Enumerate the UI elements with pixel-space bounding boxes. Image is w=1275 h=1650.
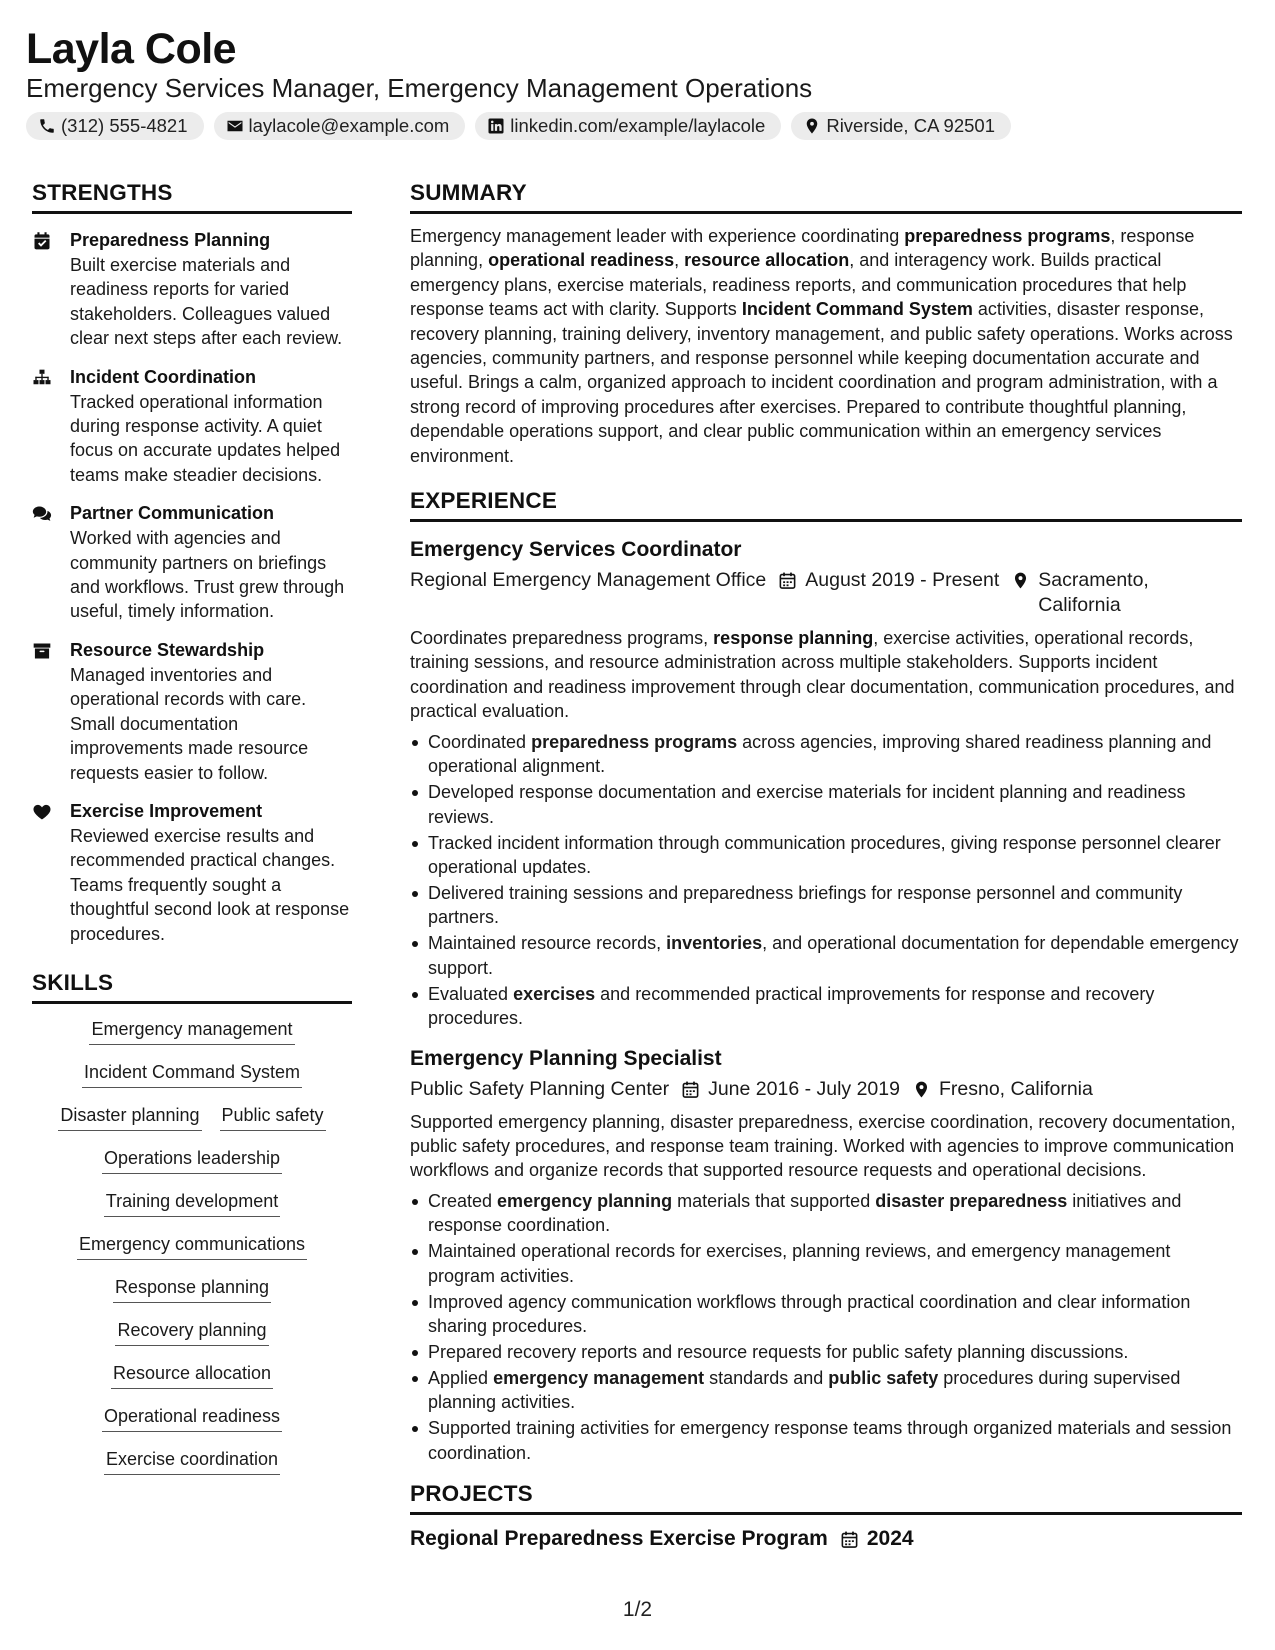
skill-tag: Operations leadership bbox=[102, 1145, 282, 1174]
candidate-name: Layla Cole bbox=[26, 25, 237, 73]
strength-desc: Worked with agencies and community partners on briefings and workflows. Trust grew through useful, timely information. bbox=[70, 528, 345, 622]
skill-tag: Disaster planning bbox=[58, 1102, 201, 1131]
skill-tag: Emergency management bbox=[89, 1016, 294, 1045]
job-org: Regional Emergency Management Office bbox=[410, 569, 767, 592]
strength-item bbox=[32, 638, 352, 785]
project-title: Regional Preparedness Exercise Program bbox=[410, 1527, 828, 1551]
list-item: Maintained operational records for exercises, planning reviews, and emergency management program activities. bbox=[410, 1239, 1242, 1288]
phone-icon bbox=[38, 117, 56, 135]
bold-keyword: resource allocation bbox=[684, 250, 850, 271]
calendar-icon bbox=[778, 571, 797, 590]
job-title: Emergency Planning Specialist bbox=[410, 1046, 722, 1070]
skill-tag: Exercise coordination bbox=[104, 1446, 280, 1475]
archive-box-icon bbox=[32, 641, 52, 661]
bold-keyword: exercises bbox=[513, 983, 596, 1004]
linkedin-icon bbox=[487, 117, 505, 135]
bold-keyword: preparedness programs bbox=[531, 731, 738, 752]
calendar-check-icon bbox=[32, 231, 52, 251]
location-text: Riverside, CA 92501 bbox=[826, 115, 995, 136]
list-item: Developed response documentation and exercise materials for incident planning and readiness reviews. bbox=[410, 780, 1242, 829]
bold-keyword: operational readiness bbox=[488, 250, 675, 271]
list-item: Tracked incident information through communication procedures, giving response personnel clearer operational updates. bbox=[410, 831, 1242, 880]
bold-keyword: Incident Command System bbox=[741, 299, 973, 320]
strength-title: Incident Coordination bbox=[70, 366, 256, 387]
list-item: Created emergency planning materials that supported disaster preparedness initiatives and response coordination. bbox=[410, 1189, 1242, 1238]
map-pin-icon bbox=[803, 117, 821, 135]
bold-keyword: disaster preparedness bbox=[875, 1190, 1068, 1211]
map-pin-icon bbox=[912, 1080, 931, 1099]
skill-tag: Training development bbox=[104, 1188, 280, 1217]
page-number: 1/2 bbox=[622, 1598, 653, 1621]
contact-location[interactable] bbox=[791, 112, 1011, 140]
skill-tag: Operational readiness bbox=[102, 1403, 282, 1432]
job-org: Public Safety Planning Center bbox=[410, 1077, 670, 1100]
bold-keyword: inventories bbox=[666, 933, 763, 954]
skill-tag: Resource allocation bbox=[111, 1360, 273, 1389]
list-item: Delivered training sessions and preparedness briefings for response personnel and community partners. bbox=[410, 881, 1242, 930]
list-item: Prepared recovery reports and resource requests for public safety planning discussions. bbox=[410, 1340, 1242, 1364]
strengths-heading: STRENGTHS bbox=[32, 178, 352, 214]
strength-desc: Tracked operational information during response activity. A quiet focus on accurate updates helped teams make steadier decisions. bbox=[70, 391, 341, 485]
strength-desc: Reviewed exercise results and recommended practical changes. Teams frequently sought a thoughtful second look at response procedures. bbox=[70, 825, 350, 944]
skill-tag: Recovery planning bbox=[115, 1317, 268, 1346]
candidate-title: Emergency Services Manager, Emergency Management Operations bbox=[26, 73, 813, 103]
job-entry bbox=[410, 536, 1242, 1030]
heart-icon bbox=[32, 802, 52, 822]
contact-linkedin[interactable] bbox=[475, 112, 781, 140]
bold-keyword: preparedness programs bbox=[904, 226, 1111, 246]
sitemap-icon bbox=[32, 368, 52, 388]
contact-email[interactable] bbox=[214, 112, 466, 140]
left-column bbox=[32, 178, 352, 1489]
list-item: Evaluated exercises and recommended practical improvements for response and recovery procedures. bbox=[410, 982, 1242, 1031]
strength-item bbox=[32, 501, 352, 624]
bold-keyword: emergency planning bbox=[497, 1190, 673, 1211]
strength-title: Resource Stewardship bbox=[70, 639, 265, 660]
projects-heading: PROJECTS bbox=[410, 1479, 1242, 1515]
contact-phone[interactable] bbox=[26, 112, 204, 140]
contact-list bbox=[26, 112, 1246, 140]
strength-desc: Managed inventories and operational records with care. Small documentation improvements made resource requests easier to follow. bbox=[70, 664, 309, 783]
resume-header bbox=[26, 24, 1246, 140]
job-bullets bbox=[410, 1189, 1242, 1465]
phone-text: (312) 555-4821 bbox=[61, 115, 188, 136]
skills-heading: SKILLS bbox=[32, 968, 352, 1004]
job-location: Sacramento, California bbox=[1038, 569, 1149, 617]
right-column bbox=[410, 178, 1242, 1553]
skill-tag: Emergency communications bbox=[77, 1231, 307, 1260]
strength-title: Preparedness Planning bbox=[70, 230, 271, 250]
strength-item bbox=[32, 799, 352, 946]
skills-list bbox=[32, 1016, 352, 1489]
list-item: Applied emergency management standards and public safety procedures during supervised planning activities. bbox=[410, 1366, 1242, 1415]
strength-desc: Built exercise materials and readiness reports for varied stakeholders. Colleagues valued clear next steps after each review. bbox=[70, 255, 343, 349]
bold-keyword: response planning bbox=[713, 628, 874, 649]
list-item: Supported training activities for emergency response teams through organized materials and session coordination. bbox=[410, 1416, 1242, 1465]
strength-title: Partner Communication bbox=[70, 503, 275, 524]
job-dates: August 2019 - Present bbox=[805, 569, 1000, 592]
skill-tag: Response planning bbox=[113, 1274, 271, 1303]
bold-keyword: public safety bbox=[828, 1367, 939, 1388]
list-item: Coordinated preparedness programs across agencies, improving shared readiness planning and operational alignment. bbox=[410, 730, 1242, 779]
job-entry bbox=[410, 1045, 1242, 1466]
calendar-icon bbox=[681, 1080, 700, 1099]
list-item: Maintained resource records, inventories, and operational documentation for dependable emergency support. bbox=[410, 931, 1242, 980]
summary-text: Emergency management leader with experience coordinating preparedness programs, response planning, operational readiness, resource allocation, and interagency work. Builds practical emergency plans, exercise materials, readiness reports, and communication procedures that help response teams act with clarity. Supports Incident Command System activities, disaster response, recovery planning, training delivery, inventory management, and public safety operations. Works across agencies, community partners, and response personnel while keeping documentation accurate and useful. Brings a calm, organized approach to incident coordination and program administration, with a strong record of improving procedures after exercises. Prepared to contribute thoughtful planning, dependable operations support, and clear public communication within an emergency services environment. bbox=[410, 226, 1233, 466]
email-text: laylacole@example.com bbox=[248, 115, 450, 136]
job-title: Emergency Services Coordinator bbox=[410, 538, 742, 562]
job-summary: Coordinates preparedness programs, response planning, exercise activities, operational records, training sessions, and resource administration across multiple stakeholders. Supports incident coordination and readiness improvement through clear documentation, communication procedures, and practical evaluation. bbox=[410, 628, 1235, 722]
job-meta bbox=[410, 568, 1242, 618]
project-year: 2024 bbox=[866, 1527, 914, 1551]
summary-heading: SUMMARY bbox=[410, 178, 1242, 214]
list-item: Improved agency communication workflows through practical coordination and clear information sharing procedures. bbox=[410, 1290, 1242, 1339]
skill-tag: Public safety bbox=[220, 1102, 326, 1131]
job-meta bbox=[410, 1077, 1242, 1102]
linkedin-text: linkedin.com/example/laylacole bbox=[510, 115, 766, 136]
job-bullets bbox=[410, 730, 1242, 1031]
bold-keyword: emergency management bbox=[493, 1367, 705, 1388]
experience-heading: EXPERIENCE bbox=[410, 486, 1242, 522]
strength-item bbox=[32, 365, 352, 488]
strength-item bbox=[32, 228, 352, 351]
project-entry bbox=[410, 1525, 1242, 1553]
envelope-icon bbox=[226, 117, 244, 135]
map-pin-icon bbox=[1011, 571, 1030, 590]
chat-bubbles-icon bbox=[32, 504, 52, 524]
job-summary: Supported emergency planning, disaster preparedness, exercise coordination, recovery documentation, public safety procedures, and response team training. Worked with agencies to improve communication workflows and organize records that supported resource requests and operational decisions. bbox=[410, 1111, 1236, 1181]
job-dates: June 2016 - July 2019 bbox=[708, 1077, 900, 1100]
calendar-icon bbox=[840, 1530, 859, 1549]
strength-title: Exercise Improvement bbox=[70, 800, 263, 821]
job-location: Fresno, California bbox=[938, 1077, 1093, 1100]
skill-tag: Incident Command System bbox=[82, 1059, 302, 1088]
